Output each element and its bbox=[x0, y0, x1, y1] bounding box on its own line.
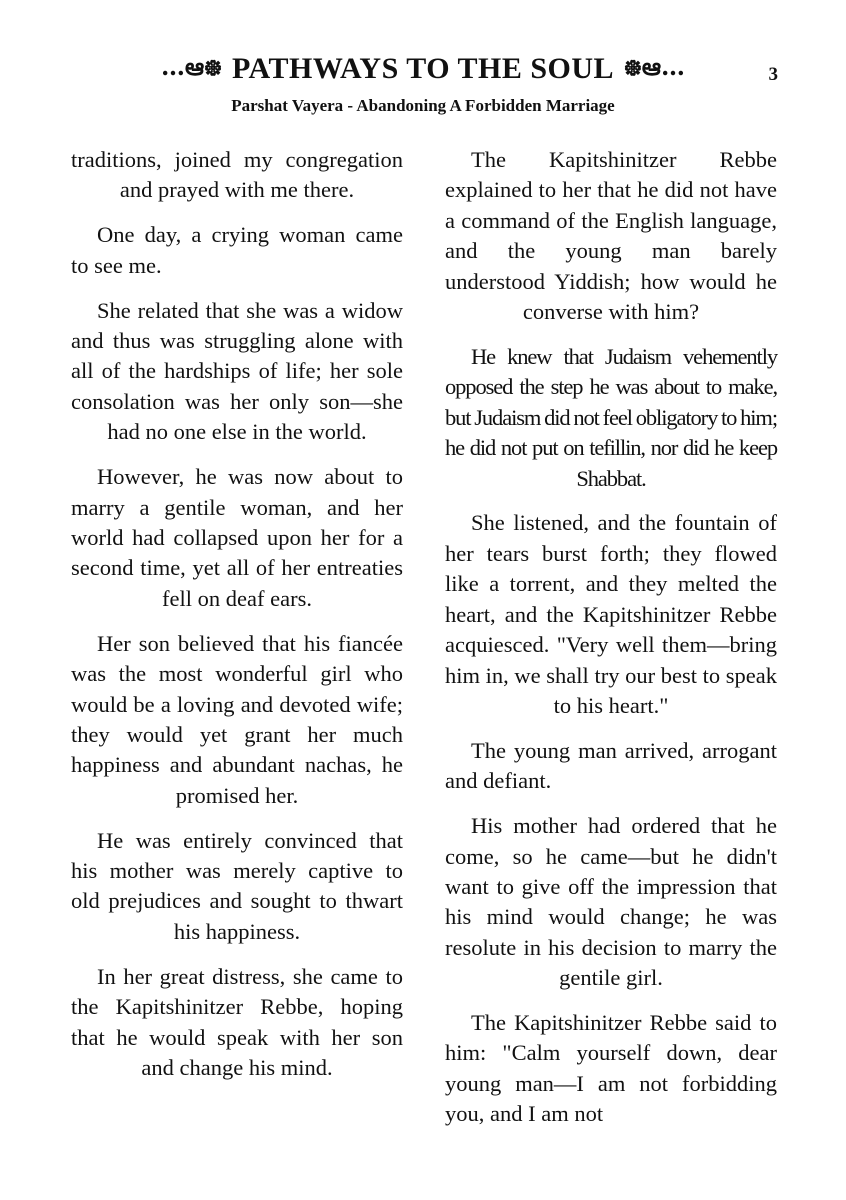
right-column bbox=[445, 145, 777, 1144]
title-row bbox=[0, 50, 846, 88]
paragraph: The young man arrived, arrogant and defiant. bbox=[445, 737, 777, 794]
left-column bbox=[71, 145, 403, 1098]
publication-title: PATHWAYS TO THE SOUL bbox=[231, 52, 615, 85]
paragraph: She listened, and the fountain of her tears burst forth; they flowed like a torrent, and they melted the heart, and the Kapitshinitzer Rebbe acquiesced. "Very well them—bring him in, we shall try our best to speak to his heart." bbox=[445, 510, 777, 718]
paragraph: One day, a crying woman came to see me. bbox=[71, 222, 403, 278]
page-subtitle: Parshat Vayera - Abandoning A Forbidden Marriage bbox=[231, 96, 615, 115]
ornament-left-icon: …ఆ᪥ bbox=[160, 52, 222, 81]
paragraph: Her son believed that his fiancée was the most wonderful girl who would be a loving and devoted wife; they would yet grant her much happiness and abundant nachas, he promised her. bbox=[71, 630, 403, 808]
paragraph: His mother had ordered that he come, so he came—but he didn't want to give off the impression that his mind would change; he was resolute in his decision to marry the gentile girl. bbox=[445, 813, 777, 991]
paragraph: However, he was now about to marry a gentile woman, and her world had collapsed upon her for a second time, yet all of her entreaties fell on deaf ears. bbox=[71, 464, 403, 611]
paragraph: The Kapitshinitzer Rebbe said to him: "Calm yourself down, dear young man—I am not forbidding you, and I am not bbox=[445, 1010, 777, 1127]
paragraph: She related that she was a widow and thus was struggling alone with all of the hardships of life; her sole consolation was her only son—she had no one else in the world. bbox=[71, 297, 403, 445]
page-number: 3 bbox=[768, 64, 778, 85]
page-header bbox=[0, 50, 846, 120]
paragraph: He was entirely convinced that his mother was merely captive to old prejudices and sought to thwart his happiness. bbox=[71, 827, 403, 944]
paragraph: traditions, joined my congregation and prayed with me there. bbox=[71, 147, 403, 203]
paragraph: In her great distress, she came to the Kapitshinitzer Rebbe, hoping that he would speak with her son and change his mind. bbox=[71, 963, 403, 1080]
ornament-right-icon: ᪥ఆ… bbox=[624, 52, 686, 81]
paragraph: The Kapitshinitzer Rebbe explained to her that he did not have a command of the English language, and the young man barely understood Yiddish; how would he converse with him? bbox=[445, 147, 777, 325]
paragraph: He knew that Judaism vehemently opposed the step he was about to make, but Judaism did not feel obligatory to him; he did not put on tefillin, nor did he keep Shabbat. bbox=[445, 343, 777, 491]
